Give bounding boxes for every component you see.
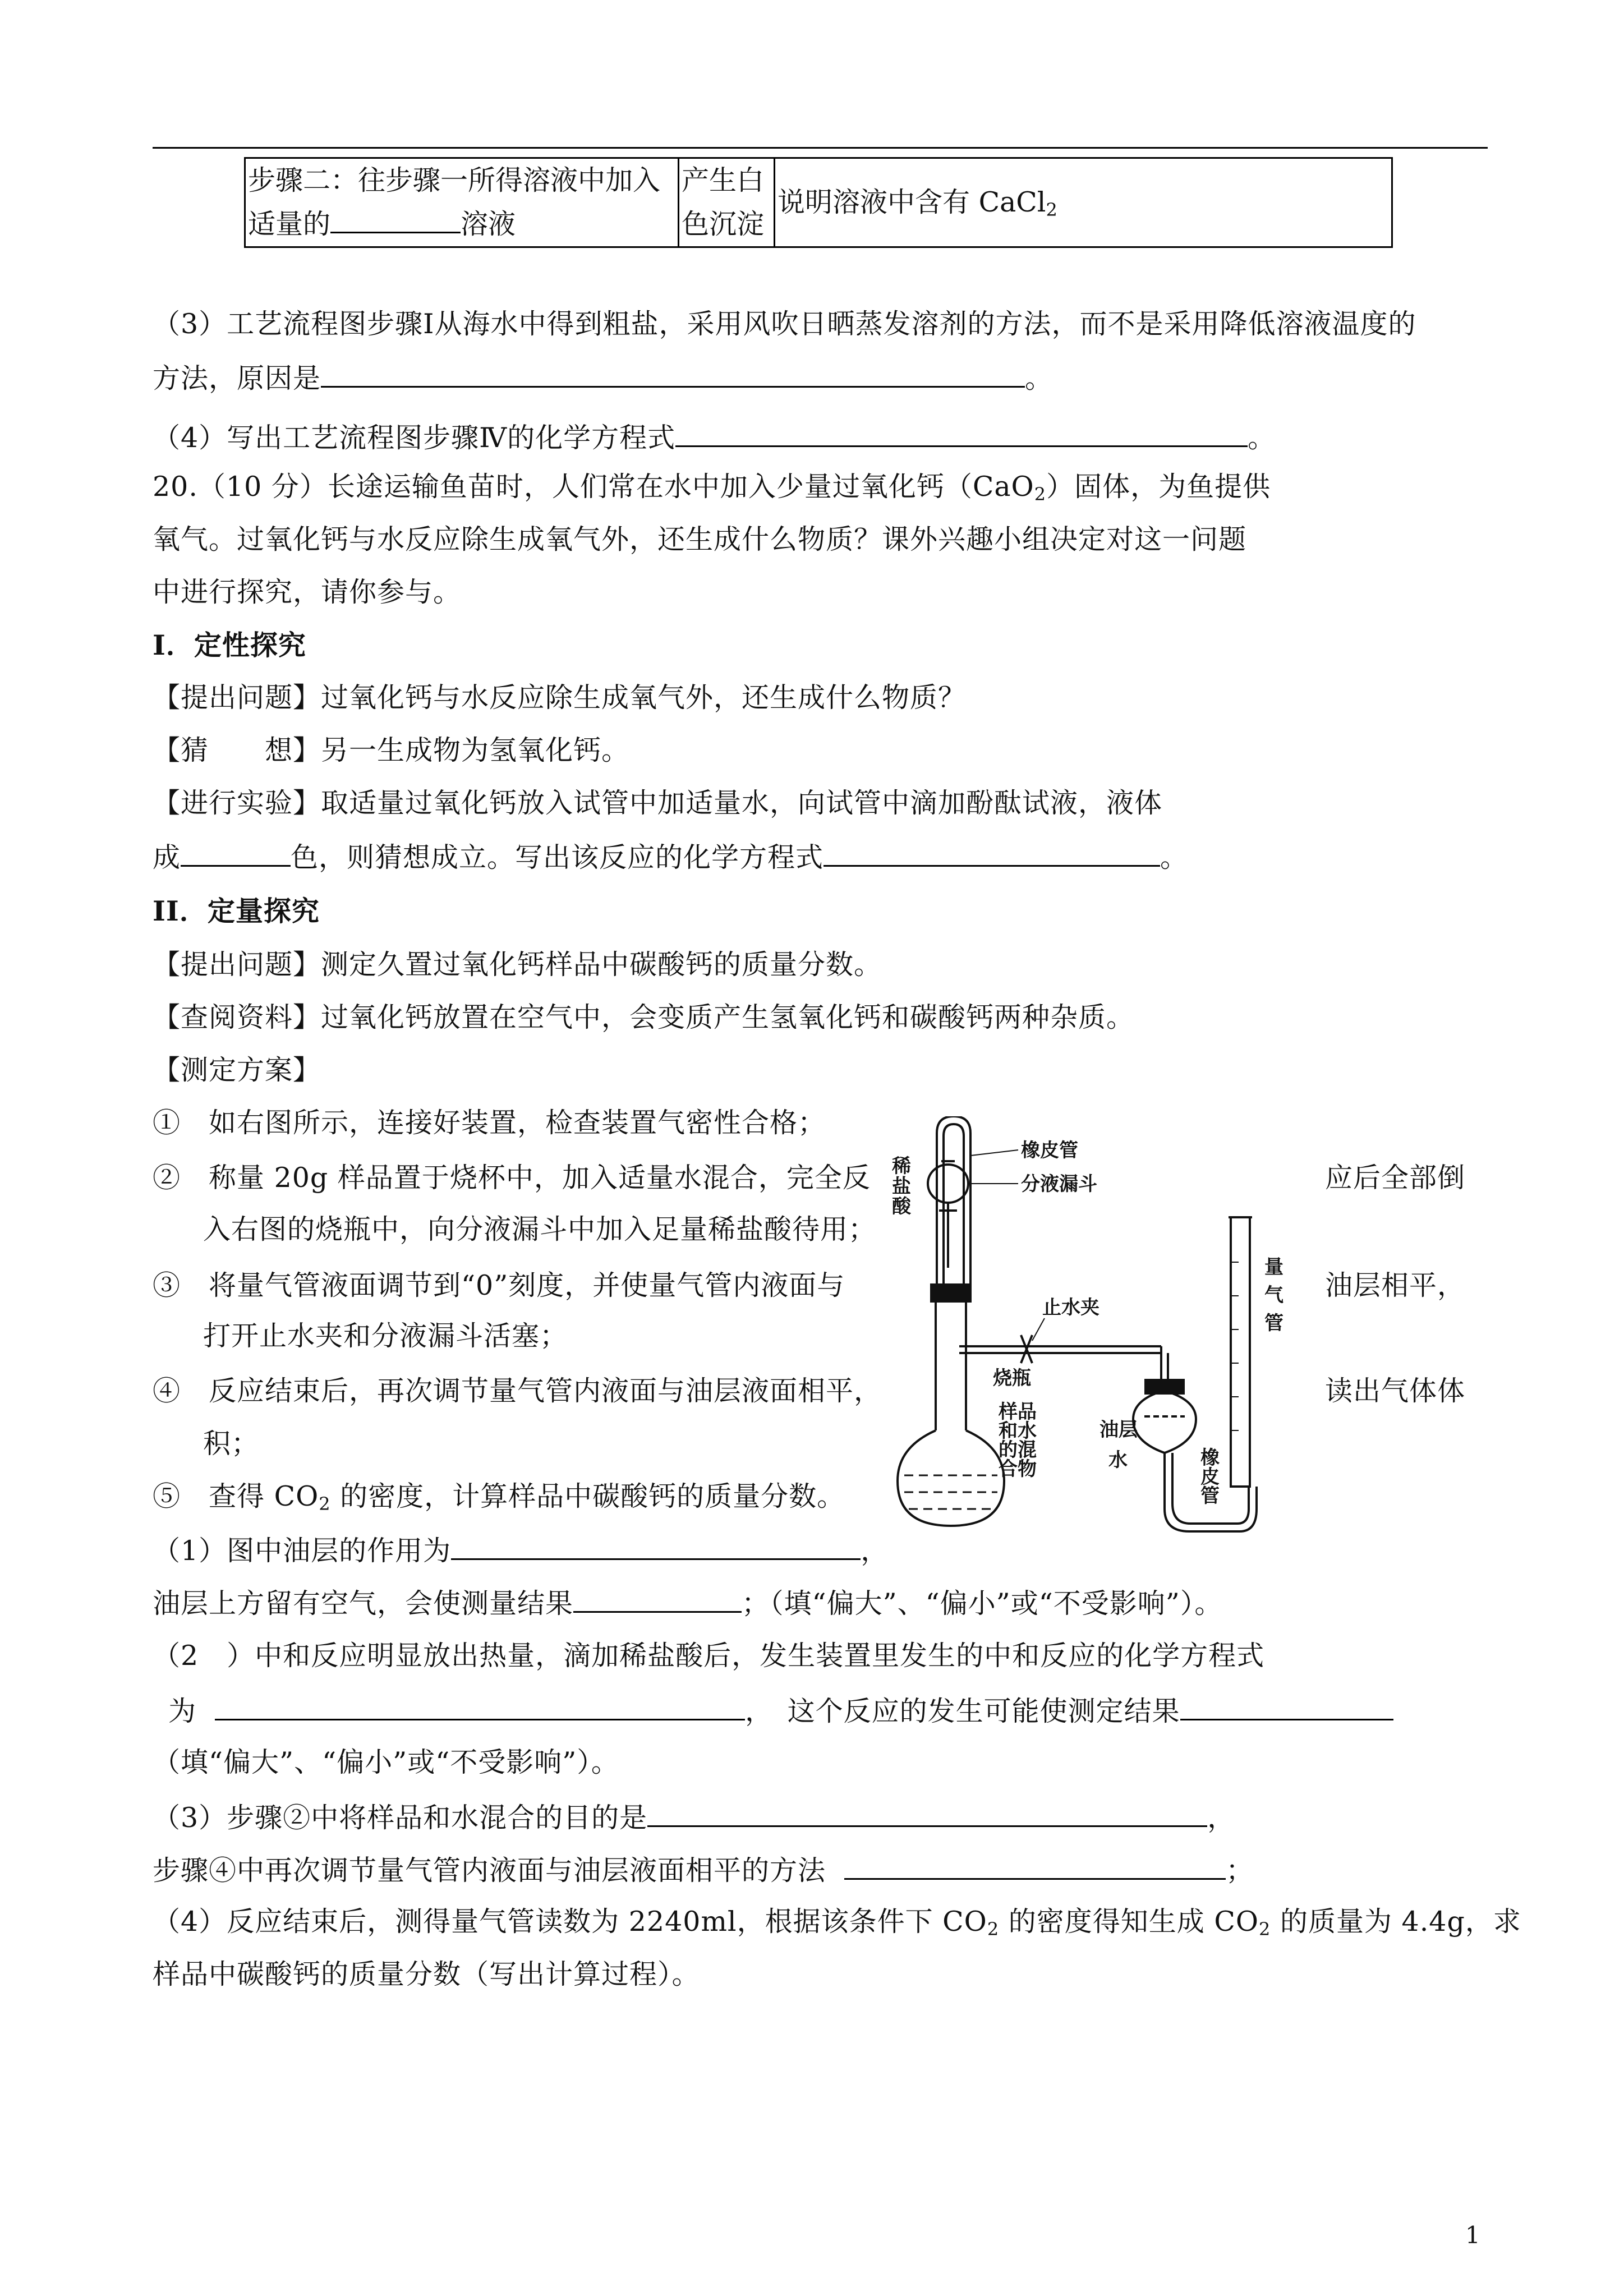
- flask-liquid: [904, 1475, 997, 1509]
- step-3-right: 油层相平，: [1325, 1269, 1466, 1301]
- page-number: 1: [1465, 2221, 1480, 2249]
- section2-heading: II．定量探究: [153, 895, 320, 927]
- answer-blank[interactable]: [181, 839, 291, 867]
- step-4-right: 读出气体体: [1325, 1375, 1466, 1407]
- step-text: 适量的: [248, 208, 331, 240]
- answer-blank[interactable]: [647, 1800, 1207, 1827]
- gas-measuring-tube: [1231, 1217, 1250, 1487]
- label-gas-tube-1: 量: [1264, 1256, 1283, 1278]
- q4-line: [153, 420, 1276, 455]
- step-text-b: 溶液: [461, 208, 516, 240]
- step-3a: ③ 将量气管液面调节到“0”刻度，并使量气管内液面与: [153, 1269, 845, 1301]
- separatory-funnel: [928, 1165, 968, 1203]
- phenomenon-line2: 色沉淀: [682, 208, 765, 240]
- step-5: [153, 1480, 845, 1513]
- subscript: 2: [1034, 484, 1047, 505]
- p20-line1-b: ）固体，为鱼提供: [1046, 471, 1271, 503]
- section2-material: 【查阅资料】过氧化钙放置在空气中，会变质产生氢氧化钙和碳酸钙两种杂质。: [153, 1001, 1135, 1033]
- label-gas-tube-2: 气: [1264, 1284, 1283, 1306]
- question-2-line2: [168, 1693, 1393, 1728]
- label-rubber-tube-bottom-2: 皮: [1200, 1466, 1220, 1488]
- step-line1: 步骤二：往步骤一所得溶液中加入: [248, 164, 661, 196]
- question-1-line1: [153, 1533, 889, 1568]
- label-mixture-2: 和水: [999, 1420, 1037, 1442]
- question-4-line2: 样品中碳酸钙的质量分数（写出计算过程）。: [153, 1958, 700, 1990]
- q3-text: （3）步骤②中将样品和水混合的目的是: [153, 1802, 648, 1834]
- table-cell-step: [245, 158, 679, 247]
- section2-question: 【提出问题】测定久置过氧化钙样品中碳酸钙的质量分数。: [153, 949, 882, 981]
- p20-line1: [153, 470, 1271, 504]
- subscript: 2: [987, 1918, 1000, 1940]
- table-cell-conclusion: [775, 158, 1392, 247]
- section1-exp-line2: [153, 839, 1188, 875]
- subscript: 2: [319, 1493, 331, 1515]
- step-2b: 入右图的烧瓶中，向分液漏斗中加入足量稀盐酸待用；: [203, 1213, 877, 1245]
- p20-line3: 中进行探究，请你参与。: [153, 576, 462, 608]
- q3-line2-b: ；: [1226, 1855, 1254, 1887]
- q4-c: 的质量为 4.4g，求: [1271, 1906, 1521, 1938]
- question-2-line1: （2 ）中和反应明显放出热量，滴加稀盐酸后，发生装置里发生的中和反应的化学方程式: [153, 1640, 1265, 1672]
- exp-text-a: 成: [153, 841, 181, 873]
- q2-line2-a: 为: [168, 1695, 197, 1727]
- q3-line2-text: 方法，原因是: [153, 362, 321, 394]
- answer-blank[interactable]: [1180, 1693, 1393, 1720]
- label-mixture-1: 样品: [999, 1401, 1037, 1423]
- step-2a: ② 称量 20g 样品置于烧杯中，加入适量水混合，完全反: [153, 1162, 871, 1194]
- levelling-bulb: [1133, 1393, 1196, 1453]
- q2-line2-b: ， 这个反应的发生可能使测定结果: [745, 1695, 1180, 1727]
- question-3-line2: [153, 1852, 1254, 1888]
- section1-exp-line1: 【进行实验】取适量过氧化钙放入试管中加适量水，向试管中滴加酚酞试液，液体: [153, 787, 1163, 819]
- label-flask: 烧瓶: [993, 1367, 1031, 1389]
- p20-line1-a: 20.（10 分）长途运输鱼苗时，人们常在水中加入少量过氧化钙（CaO: [153, 471, 1034, 503]
- apparatus-diagram: [892, 1116, 1475, 1543]
- label-clamp: 止水夹: [1042, 1296, 1099, 1319]
- answer-blank[interactable]: [823, 839, 1160, 867]
- label-rubber-tube-bottom-1: 橡: [1200, 1447, 1220, 1469]
- q1-comma: ，: [861, 1535, 889, 1567]
- step-2-right: 应后全部倒: [1325, 1162, 1466, 1194]
- flask-stopper: [931, 1285, 970, 1301]
- answer-blank[interactable]: [330, 206, 461, 233]
- label-mixture-4: 合物: [999, 1458, 1037, 1480]
- q3-line2-a: 步骤④中再次调节量气管内液面与油层液面相平的方法: [153, 1855, 826, 1887]
- end-mark: 。: [1025, 362, 1053, 394]
- end-mark: 。: [1248, 422, 1276, 454]
- end-mark: 。: [1160, 841, 1189, 873]
- q3-line1: （3）工艺流程图步骤Ⅰ从海水中得到粗盐，采用风吹日晒蒸发溶剂的方法，而不是采用降低溶液温度的: [153, 308, 1416, 340]
- section1-guess: 【猜 想】另一生成物为氢氧化钙。: [153, 734, 630, 766]
- q3-line2: [153, 360, 1053, 395]
- step-4a: ④ 反应结束后，再次调节量气管内液面与油层液面相平，: [153, 1375, 882, 1407]
- label-mixture-3: 的混: [999, 1439, 1037, 1461]
- label-dilute-hcl-3: 酸: [892, 1195, 911, 1218]
- subscript: 2: [1259, 1918, 1271, 1940]
- p20-line2: 氧气。过氧化钙与水反应除生成氧气外，还生成什么物质？课外兴趣小组决定对这一问题: [153, 523, 1247, 555]
- q3-comma: ，: [1207, 1802, 1236, 1834]
- answer-blank[interactable]: [451, 1533, 861, 1560]
- table-row: [245, 158, 1392, 247]
- question-1-line2: [153, 1585, 1222, 1621]
- flask-bulb: [898, 1430, 1004, 1526]
- q1-line2-b: ；（填“偏大”、“偏小”或“不受影响”）。: [742, 1588, 1223, 1619]
- step-1: ① 如右图所示，连接好装置，检查装置气密性合格；: [153, 1107, 826, 1139]
- q1-text: （1）图中油层的作用为: [153, 1535, 452, 1567]
- label-rubber-tube-bottom-3: 管: [1200, 1485, 1220, 1507]
- label-dilute-hcl-1: 稀: [892, 1155, 911, 1177]
- section1-heading: Ⅰ．定性探究: [153, 629, 306, 661]
- label-dilute-hcl-2: 盐: [892, 1175, 911, 1198]
- tube-graduations: [1231, 1262, 1239, 1430]
- answer-blank[interactable]: [573, 1585, 742, 1613]
- step-3b: 打开止水夹和分液漏斗活塞；: [203, 1320, 568, 1352]
- experiment-table: [244, 157, 1393, 248]
- rubber-tube-top: [937, 1116, 970, 1285]
- bulb-stopper: [1145, 1380, 1184, 1393]
- answer-blank[interactable]: [844, 1852, 1226, 1880]
- conclusion-text: 说明溶液中含有 CaCl: [778, 186, 1046, 218]
- label-oil-layer: 油层: [1099, 1419, 1138, 1441]
- q1-line2-a: 油层上方留有空气，会使测量结果: [153, 1588, 574, 1619]
- section2-plan: 【测定方案】: [153, 1054, 321, 1086]
- header-rule: [153, 147, 1488, 149]
- phenomenon-line1: 产生白: [682, 164, 765, 196]
- step-line2: [248, 203, 675, 246]
- question-3-line1: [153, 1800, 1235, 1835]
- question-2-line3: （填“偏大”、“偏小”或“不受影响”）。: [153, 1746, 619, 1778]
- question-4-line1: [153, 1905, 1521, 1939]
- table-cell-phenomenon: [679, 158, 775, 247]
- step-4b: 积；: [203, 1428, 260, 1460]
- section1-question: 【提出问题】过氧化钙与水反应除生成氧气外，还生成什么物质？: [153, 682, 967, 714]
- conclusion-subscript: 2: [1046, 199, 1057, 220]
- answer-blank[interactable]: [675, 420, 1248, 447]
- label-water: 水: [1108, 1449, 1128, 1471]
- q4-a: （4）反应结束后，测得量气管读数为 2240ml，根据该条件下 CO: [153, 1906, 987, 1938]
- label-gas-tube-3: 管: [1264, 1312, 1283, 1335]
- label-funnel: 分液漏斗: [1021, 1173, 1097, 1195]
- exp-text-b: 色，则猜想成立。写出该反应的化学方程式: [291, 841, 824, 873]
- step5-b: 的密度，计算样品中碳酸钙的质量分数。: [330, 1480, 845, 1512]
- step5-a: ⑤ 查得 CO: [153, 1480, 319, 1512]
- label-rubber-tube-top: 橡皮管: [1021, 1139, 1078, 1162]
- answer-blank[interactable]: [321, 360, 1025, 388]
- q4-b: 的密度得知生成 CO: [999, 1906, 1259, 1938]
- q4-text: （4）写出工艺流程图步骤Ⅳ的化学方程式: [153, 422, 676, 454]
- rubber-tube-inner: [944, 1124, 964, 1285]
- answer-blank[interactable]: [215, 1693, 745, 1720]
